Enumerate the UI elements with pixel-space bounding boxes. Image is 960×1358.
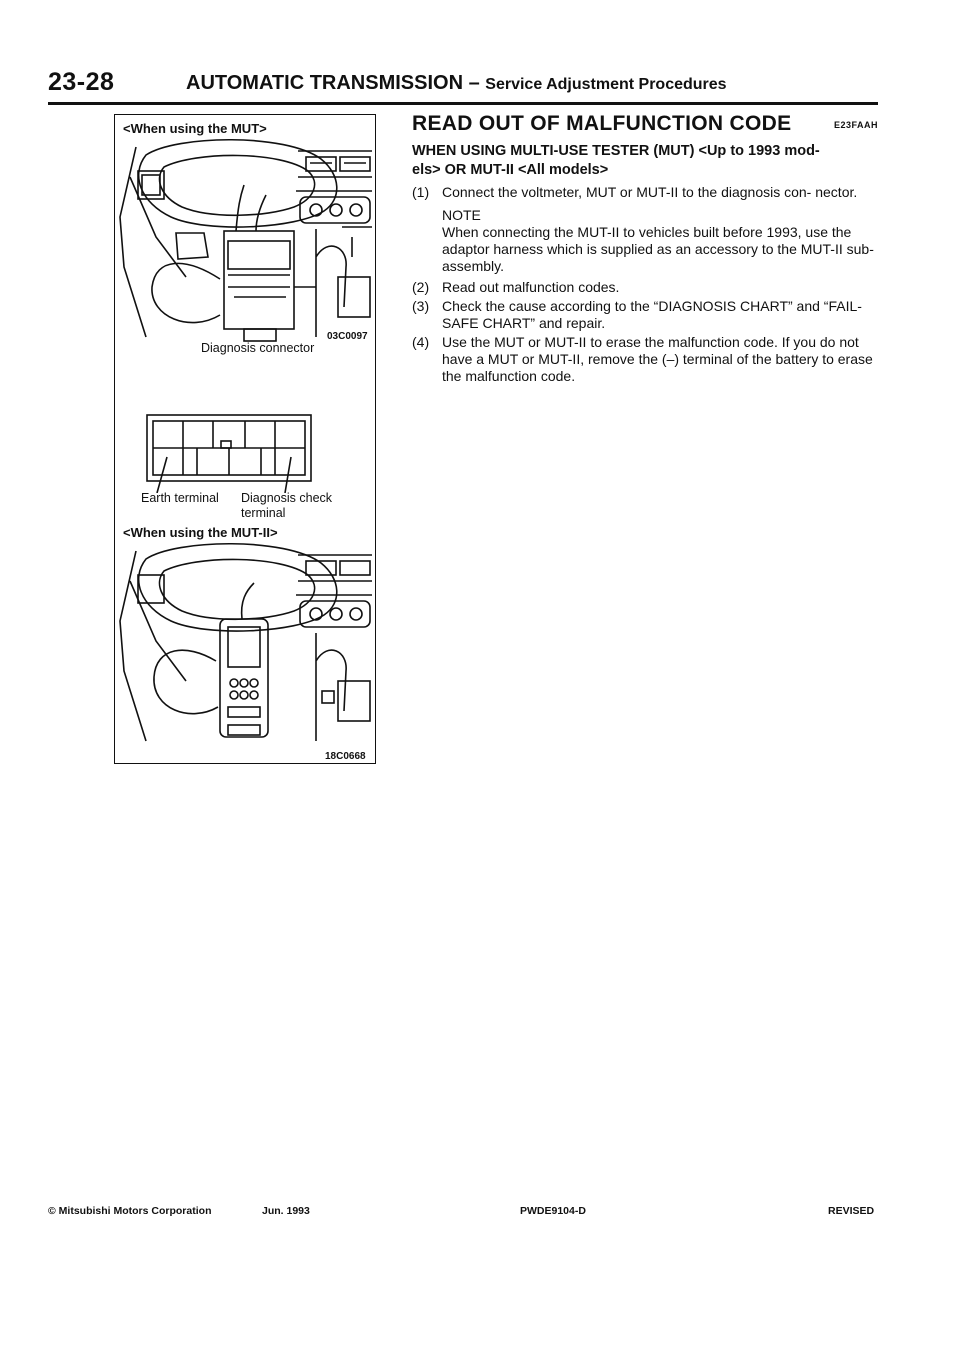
step-number: (1) bbox=[412, 184, 430, 200]
section-title-text: READ OUT OF MALFUNCTION CODE bbox=[412, 112, 792, 135]
section-title bbox=[412, 112, 884, 136]
header-rule bbox=[48, 102, 878, 105]
step-text: Read out malfunction codes. bbox=[442, 279, 620, 295]
page-title bbox=[186, 72, 727, 95]
figure-box bbox=[114, 114, 376, 764]
dashboard-mut2-illustration bbox=[116, 541, 374, 753]
title-separator: – bbox=[468, 72, 480, 94]
figure-label-mut2: <When using the MUT-II> bbox=[123, 525, 278, 540]
footer-doc-code: PWDE9104-D bbox=[520, 1205, 586, 1217]
step-text: Use the MUT or MUT-II to erase the malfunction code. If you do not have a MUT or MUT-II, remove the (–) terminal of the battery to erase the malfunction code. bbox=[442, 334, 873, 384]
subheading-line-2: els> OR MUT-II <All models> bbox=[412, 162, 609, 178]
procedure-section bbox=[412, 112, 884, 387]
subheading-line-1: WHEN USING MULTI-USE TESTER (MUT) <Up to 1993 mod- bbox=[412, 143, 820, 159]
step-text: Check the cause according to the “DIAGNOSIS CHART” and “FAIL-SAFE CHART” and repair. bbox=[442, 298, 862, 331]
step-item bbox=[412, 184, 884, 201]
step-text: Connect the voltmeter, MUT or MUT-II to the diagnosis con- nector. bbox=[442, 184, 858, 200]
step-item bbox=[412, 298, 884, 332]
footer-date: Jun. 1993 bbox=[262, 1205, 310, 1217]
section-subheading bbox=[412, 142, 884, 180]
step-number: (2) bbox=[412, 279, 430, 295]
figure-code-mut2: 18C0668 bbox=[325, 751, 366, 762]
figure-label-mut: <When using the MUT> bbox=[123, 121, 267, 136]
page-number: 23-28 bbox=[48, 68, 115, 96]
section-subtitle: Service Adjustment Procedures bbox=[485, 76, 727, 93]
footer-status: REVISED bbox=[828, 1205, 875, 1217]
section-code: E23FAAH bbox=[833, 120, 878, 130]
step-item bbox=[412, 279, 884, 296]
step-number: (3) bbox=[412, 298, 430, 314]
label-earth-terminal: Earth terminal bbox=[141, 491, 219, 505]
chapter-title: AUTOMATIC TRANSMISSION bbox=[186, 72, 464, 94]
step-item bbox=[412, 334, 884, 385]
diagnosis-connector-diagram bbox=[145, 413, 315, 493]
figure-code-mut: 03C0097 bbox=[327, 331, 368, 342]
page-header bbox=[48, 68, 878, 104]
footer-copyright: © Mitsubishi Motors Corporation bbox=[48, 1205, 212, 1217]
label-diagnosis-check-2: terminal bbox=[241, 506, 286, 520]
note-label: NOTE bbox=[442, 207, 481, 223]
step-number: (4) bbox=[412, 334, 430, 350]
label-diagnosis-check-1: Diagnosis check bbox=[241, 491, 333, 505]
caption-diagnosis-connector: Diagnosis connector bbox=[201, 341, 315, 355]
dashboard-mut-illustration bbox=[116, 137, 374, 347]
note-block bbox=[442, 207, 884, 275]
note-text: When connecting the MUT-II to vehicles built before 1993, use the adaptor harness which is supplied as an accessory to the MUT-II sub-assembly. bbox=[442, 224, 874, 274]
